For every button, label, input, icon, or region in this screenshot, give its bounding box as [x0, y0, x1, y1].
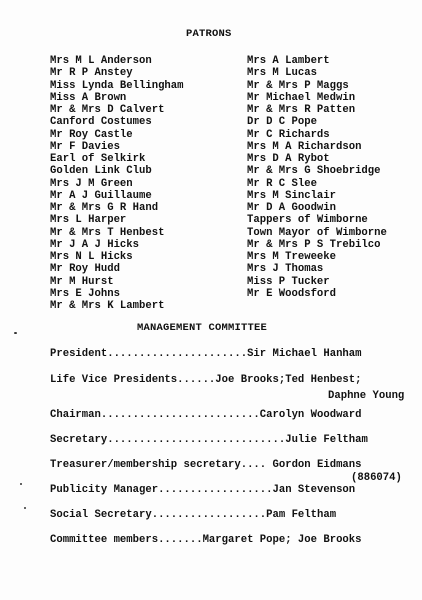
patron-name: Mrs M A Richardson	[247, 140, 362, 153]
patron-name: Golden Link Club	[50, 165, 152, 178]
patron-name: Mr & Mrs D Calvert	[50, 104, 165, 116]
patron-name: Mr D A Goodwin	[247, 202, 337, 214]
patron-name: Mr C Richards	[247, 128, 330, 141]
patron-name: Mrs N L Hicks	[50, 251, 133, 263]
patrons-left-column	[50, 55, 184, 312]
patron-name: Mr & Mrs T Henbest	[50, 226, 165, 239]
patron-name: Mr F Davies	[50, 140, 120, 153]
secretary-line: Secretary............................Julie Feltham	[50, 434, 368, 446]
patron-name: Miss Lynda Bellingham	[50, 79, 184, 92]
scan-speck	[14, 332, 17, 334]
patron-name: Mr Roy Castle	[50, 128, 133, 141]
patron-name: Mrs M L Anderson	[50, 55, 152, 67]
patron-name: Mrs J Thomas	[247, 263, 324, 276]
patron-name: Mr & Mrs P Maggs	[247, 79, 349, 92]
patron-name: Mr R C Slee	[247, 177, 317, 190]
life-vice-presidents-line	[50, 374, 404, 402]
president-line: President......................Sir Michael Hanham	[50, 348, 362, 360]
life-vice-presidents-continuation: Daphne Young	[328, 390, 405, 402]
treasurer-text: Treasurer/membership secretary.... Gordon Eidmans	[50, 459, 362, 471]
patron-name: Mrs M Treweeke	[247, 251, 337, 263]
chairman-line: Chairman.........................Carolyn Woodward	[50, 409, 362, 421]
patrons-heading: PATRONS	[186, 28, 232, 40]
patron-name: Town Mayor of Wimborne	[247, 226, 387, 239]
patron-name: Mrs M Sinclair	[247, 189, 337, 202]
treasurer-line	[50, 459, 402, 484]
patron-name: Miss P Tucker	[247, 275, 330, 288]
patron-name: Mr E Woodsford	[247, 287, 337, 300]
publicity-manager-line: Publicity Manager..................Jan Stevenson	[50, 484, 356, 496]
patron-name: Mrs M Lucas	[247, 67, 317, 80]
social-secretary-line: Social Secretary..................Pam Feltham	[50, 509, 337, 521]
patron-name: Earl of Selkirk	[50, 153, 146, 165]
patron-name: Mrs J M Green	[50, 177, 133, 190]
patron-name: Mrs A Lambert	[247, 55, 330, 67]
patron-name: Mr & Mrs P S Trebilco	[247, 238, 381, 251]
committee-members-line: Committee members.......Margaret Pope; Joe Brooks	[50, 534, 362, 546]
scan-speck	[24, 507, 26, 509]
patron-name: Mr A J Guillaume	[50, 189, 152, 202]
scan-speck	[20, 483, 22, 485]
patron-name: Canford Costumes	[50, 116, 152, 129]
patron-name: Mr M Hurst	[50, 275, 114, 288]
patron-name: Tappers of Wimborne	[247, 214, 368, 227]
patron-name: Mr & Mrs G Shoebridge	[247, 165, 381, 178]
patron-name: Mr R P Anstey	[50, 67, 133, 80]
patron-name: Mrs E Johns	[50, 287, 120, 300]
life-vice-presidents-text: Life Vice Presidents......Joe Brooks;Ted Henbest;	[50, 374, 362, 386]
patron-name: Mr Roy Hudd	[50, 263, 120, 276]
patron-name: Mrs L Harper	[50, 214, 127, 227]
patron-name: Mr & Mrs R Patten	[247, 104, 356, 116]
patrons-right-column	[247, 55, 387, 300]
patron-name: Mrs D A Rybot	[247, 153, 330, 165]
patron-name: Mr & Mrs G R Hand	[50, 202, 159, 214]
management-committee-heading: MANAGEMENT COMMITTEE	[137, 322, 268, 334]
patron-name: Miss A Brown	[50, 91, 127, 104]
patron-name: Dr D C Pope	[247, 116, 317, 129]
treasurer-phone: (886074)	[351, 472, 402, 484]
patron-name: Mr J A J Hicks	[50, 238, 140, 251]
patron-name: Mr & Mrs K Lambert	[50, 300, 165, 312]
patron-name: Mr Michael Medwin	[247, 91, 356, 104]
